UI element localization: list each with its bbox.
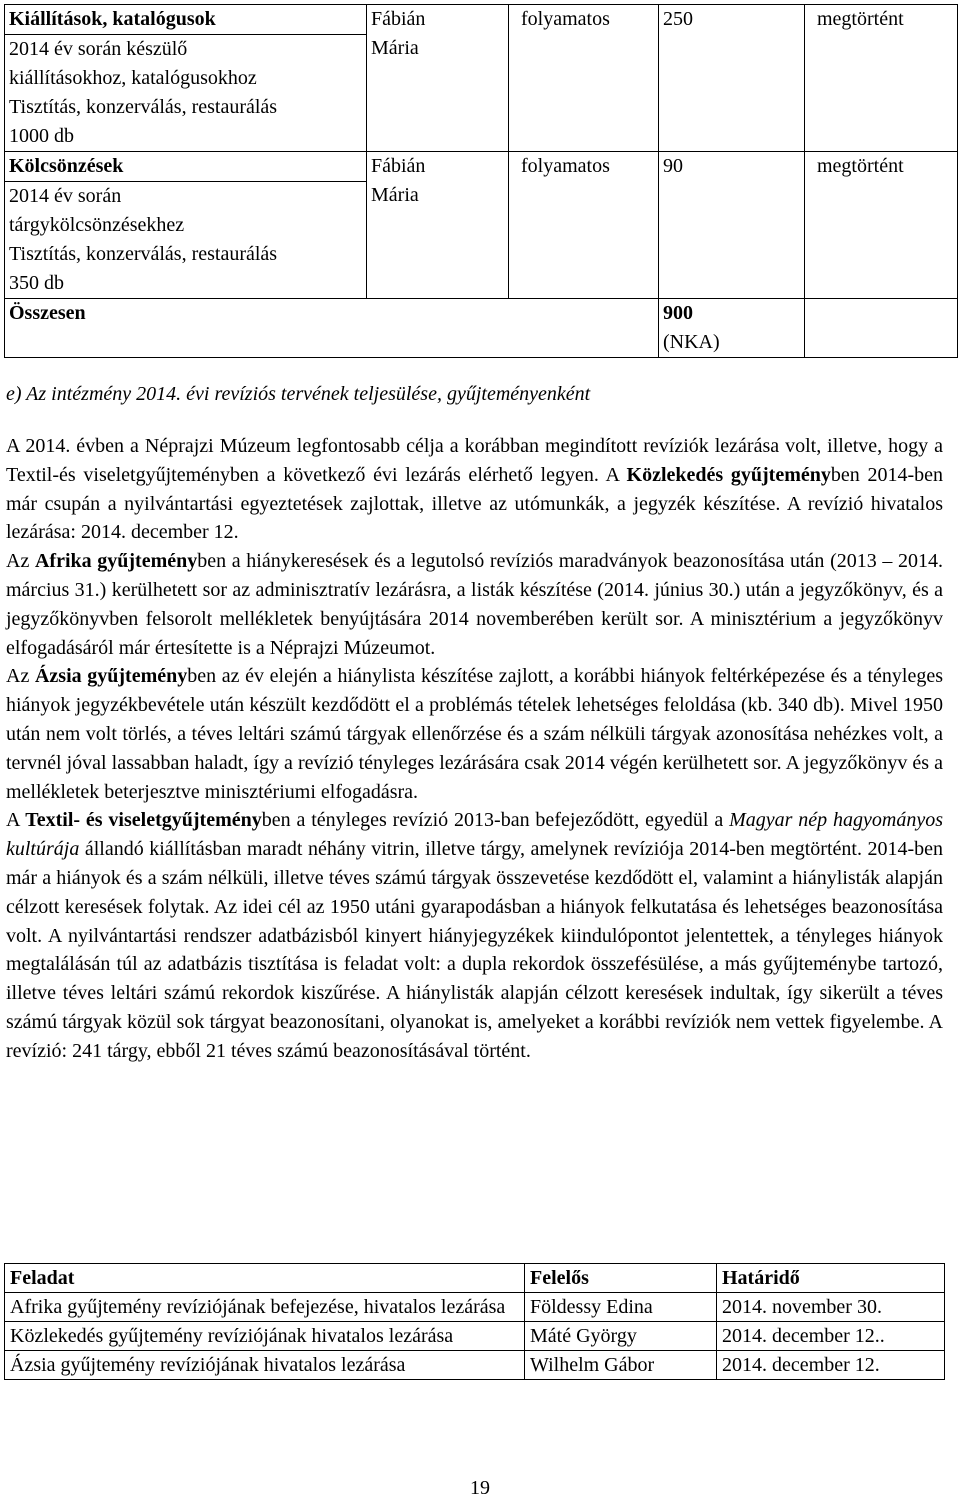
loans-heading: Kölcsönzések bbox=[5, 152, 367, 182]
textile-mid: ben a tényleges revízió 2013-ban befejeződött, egyedül a bbox=[261, 809, 730, 832]
header-task: Feladat bbox=[5, 1264, 525, 1293]
deadline-cell: 2014. december 12. bbox=[717, 1351, 945, 1380]
paragraph-asia bbox=[6, 662, 943, 806]
row1-desc-line: 2014 év során készülő bbox=[9, 38, 188, 60]
paragraph-intro bbox=[6, 432, 943, 547]
transport-collection-name: Közlekedés gyűjtemény bbox=[626, 463, 831, 486]
row2-count: 90 bbox=[659, 152, 805, 299]
row1-desc-line: Tisztítás, konzerválás, restaurálás bbox=[9, 96, 278, 118]
asia-collection-name: Ázsia gyűjtemény bbox=[34, 665, 188, 688]
header-deadline: Határidő bbox=[717, 1264, 945, 1293]
row1-desc-line: 1000 db bbox=[9, 125, 74, 147]
row1-status: folyamatos bbox=[509, 5, 659, 152]
asia-pre: Az bbox=[6, 665, 35, 688]
row2-desc-line: 350 db bbox=[9, 272, 64, 294]
section-heading: e) Az intézmény 2014. évi revíziós tervének teljesülése, gyűjteményenként bbox=[6, 383, 591, 405]
deadline-cell: 2014. december 12.. bbox=[717, 1322, 945, 1351]
row1-count: 250 bbox=[659, 5, 805, 152]
transport-text: ben 2014-ben már csupán a nyilvántartási egyeztetések zajlottak, illetve az utómunkák, a jegyzék készítése. A revízió hivatalos lezárása: 2014. december 12. bbox=[6, 463, 943, 544]
exhibition-title: Magyar nép hagyományos kultúrája bbox=[6, 809, 943, 861]
task-table-header bbox=[5, 1264, 945, 1293]
task-cell: Közlekedés gyűjtemény revíziójának hivatalos lezárása bbox=[5, 1322, 525, 1351]
responsible-cell: Földessy Edina bbox=[525, 1293, 717, 1322]
row1-person-line: Fábián bbox=[371, 8, 426, 30]
deadline-cell: 2014. november 30. bbox=[717, 1293, 945, 1322]
total-empty-cell bbox=[805, 299, 958, 358]
row2-person bbox=[367, 152, 509, 299]
row2-desc-line: Tisztítás, konzerválás, restaurálás bbox=[9, 243, 278, 265]
exhibitions-heading: Kiállítások, katalógusok bbox=[5, 5, 367, 35]
total-cell bbox=[659, 299, 805, 358]
textile-collection-name: Textil- és viseletgyűjtemény bbox=[25, 809, 262, 832]
africa-collection-name: Afrika gyűjtemény bbox=[34, 550, 198, 573]
total-value: 900 bbox=[663, 302, 693, 324]
row2-desc-line: 2014 év során bbox=[9, 185, 122, 207]
page-number: 19 bbox=[470, 1477, 490, 1499]
task-cell: Ázsia gyűjtemény revíziójának hivatalos lezárása bbox=[5, 1351, 525, 1380]
row2-status: folyamatos bbox=[509, 152, 659, 299]
africa-pre: Az bbox=[6, 550, 35, 573]
table-row bbox=[5, 1293, 945, 1322]
responsible-cell: Máté György bbox=[525, 1322, 717, 1351]
row1-person-line: Mária bbox=[371, 37, 419, 59]
africa-text: ben a hiánykeresések és a legutolsó revíziós maradványok beazonosítása után (2013 – 2014. március 31.) kerülhetett sor az adminisztratív lezárásra, a listák készítése (2014. június 30.) után a jegyzőkönyv, és a jegyzőkönyvben felsorolt mellékletek benyújtására 2014 novemberében került sor. A minisztérium a jegyzőkönyv elfogadásáról már értesítette is a Néprajzi Múzeumot. bbox=[6, 550, 944, 659]
row2-desc-line: tárgykölcsönzésekhez bbox=[9, 214, 185, 236]
row2-person-line: Fábián bbox=[371, 155, 426, 177]
task-cell: Afrika gyűjtemény revíziójának befejezése, hivatalos lezárása bbox=[5, 1293, 525, 1322]
textile-text: állandó kiállításban maradt néhány vitrin, illetve tárgy, amelynek revíziója 2014-ben megtörtént. 2014-ben már a hiányok és a szám nélküli, illetve téves számú tárgyak összevetése kezdődött el, valamint a hiánylisták alapján célzott keresések folytak. Az idei cél az 1950 utáni gyarapodásban a hiányok felkutatása és lehetséges beazonosítása volt. A nyilvántartási rendszer adatbázisból kinyert hiányjegyzékek kiindulópontot jelentettek, a tényleges hiányok megtalálásán túl az adatbázis tisztítása is feladat volt: a dupla rekordok összefésülése, a más gyűjteménybe tartozó, illetve téves leltári számú rekordok kiszűrése. A hiánylisták alapján célzott keresések indultak, így sikerült a téves számú tárgyak közül sok tárgyat beazonosítani, olyanokat is, amelyeket a korábbi revíziók nem vettek figyelembe. A revízió: 241 tárgy, ebből 21 téves számú beazonosításával történt. bbox=[6, 838, 943, 1062]
header-responsible: Felelős bbox=[525, 1264, 717, 1293]
paragraph-textile bbox=[6, 806, 943, 1065]
row2-result: megtörtént bbox=[805, 152, 958, 299]
row1-description bbox=[5, 35, 367, 152]
table-row bbox=[5, 1322, 945, 1351]
row1-desc-line: kiállításokhoz, katalógusokhoz bbox=[9, 67, 257, 89]
asia-text: ben az év elején a hiánylista készítése zajlott, a korábbi hiányok feltérképezése és a tényleges hiányok jegyzékbevétele után készült kezdődött el a problémás tételek lehetséges feloldása (kb. 340 db). Mivel 1950 után nem volt törlés, a téves leltári számú tárgyak ellenőrzése és a szám nélküli tárgyak azonosítása nehézkes volt, a tervnél jóval lassabban haladt, így a revízió tényleges lezárására csak 2014 végén kerülhetett sor. A jegyzőkönyv és a mellékletek beterjesztve minisztériumi elfogadásra. bbox=[6, 665, 944, 803]
total-note: (NKA) bbox=[663, 331, 720, 353]
textile-pre: A bbox=[6, 809, 26, 832]
transport-pre: A bbox=[598, 463, 627, 486]
body-text bbox=[6, 432, 943, 1066]
row1-result: megtörtént bbox=[805, 5, 958, 152]
summary-table bbox=[4, 4, 958, 358]
row2-description bbox=[5, 182, 367, 299]
task-table bbox=[4, 1263, 945, 1380]
total-label: Összesen bbox=[5, 299, 659, 358]
table-row bbox=[5, 1351, 945, 1380]
responsible-cell: Wilhelm Gábor bbox=[525, 1351, 717, 1380]
intro-text: A 2014. évben a Néprajzi Múzeum legfontosabb célja a korábban megindított revíziók lezárása volt, illetve, hogy a Textil-és viseletgyűjteményben a következő évi lezárás elérhető legyen. bbox=[6, 435, 943, 486]
paragraph-africa bbox=[6, 547, 943, 662]
row2-person-line: Mária bbox=[371, 184, 419, 206]
row1-person bbox=[367, 5, 509, 152]
